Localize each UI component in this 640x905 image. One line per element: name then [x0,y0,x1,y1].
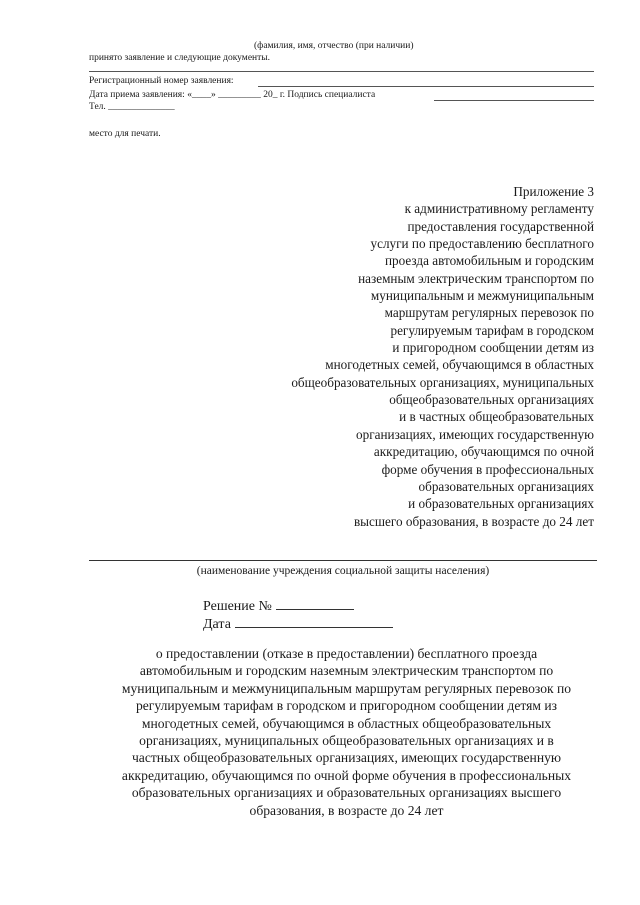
name-caption: (фамилия, имя, отчество (при наличии) [254,41,414,51]
subject-line: регулируемым тарифам в городском и пригородном сообщении детям из [135,698,558,714]
subject-line: частных общеобразовательных организациях, имеющих государственную [131,750,562,766]
appendix-line: организациях, имеющих государственную [356,426,594,442]
appendix-line: регулируемым тарифам в городском [390,322,594,338]
header-rule-1 [89,71,594,72]
subject-line: образовательных организациях и образовательных организациях высшего [131,785,562,801]
appendix-line: и пригородном сообщении детям из [392,340,594,356]
signature-line [434,100,594,101]
decision-date-row [203,615,393,634]
subject-line: автомобильным и городским наземным электрическим транспортом по [139,663,554,679]
subject-line: многодетных семей, обучающимся в областных общеобразовательных [141,715,552,731]
subject-line: организациях, муниципальных общеобразовательных организациях и в [139,733,554,749]
appendix-line: услуги по предоставлению бесплатного [370,236,594,252]
decision-number-label: Решение № [203,599,272,614]
subject-line: аккредитацию, обучающимся по очной форме обучения в профессиональных [121,767,572,783]
appendix-line: предоставления государственной [407,218,594,234]
date-received-label: Дата приема заявления: «____» _________ 20_ г. Подпись специалиста [89,90,376,100]
organization-name-line [89,560,597,561]
appendix-line: к административному регламенту [404,201,594,217]
subject-line: о предоставлении (отказе в предоставлении) бесплатного проезда [155,646,538,661]
decision-date-blank [235,615,393,628]
appendix-line: общеобразовательных организациях [389,392,594,408]
decision-subject [80,645,613,819]
registration-number-line [258,86,594,87]
phone-label: Тел. ______________ [89,102,175,112]
appendix-line: многодетных семей, обучающимся в областных [325,357,594,373]
decision-number-row [203,597,354,616]
appendix-line: аккредитацию, обучающимся по очной [373,444,594,460]
appendix-line: и образовательных организациях [408,496,594,512]
appendix-line: наземным электрическим транспортом по [358,270,594,286]
appendix-line: высшего образования, в возрасте до 24 лет [353,513,594,529]
appendix-line: муниципальным и межмуниципальным [370,288,594,304]
appendix-line: маршрутам регулярных перевозок по [384,305,594,321]
appendix-line: и в частных общеобразовательных [399,409,594,425]
appendix-line: Приложение 3 [513,184,594,199]
appendix-line: проезда автомобильным и городским [384,253,594,269]
appendix-line: форме обучения в профессиональных [381,461,594,477]
decision-number-blank [276,597,354,610]
appendix-block [194,183,594,530]
appendix-line: общеобразовательных организациях, муниципальных [291,374,594,390]
organization-caption: (наименование учреждения социальной защиты населения) [196,565,490,577]
subject-line: образования, в возрасте до 24 лет [249,802,444,818]
appendix-line: образовательных организациях [418,478,594,494]
subject-line: муниципальным и межмуниципальным маршрутам регулярных перевозок по [121,680,572,696]
registration-number-label: Регистрационный номер заявления: [89,76,234,86]
stamp-place-label: место для печати. [89,129,161,139]
accepted-documents-text: принято заявление и следующие документы. [89,53,271,63]
decision-date-label: Дата [203,617,231,632]
